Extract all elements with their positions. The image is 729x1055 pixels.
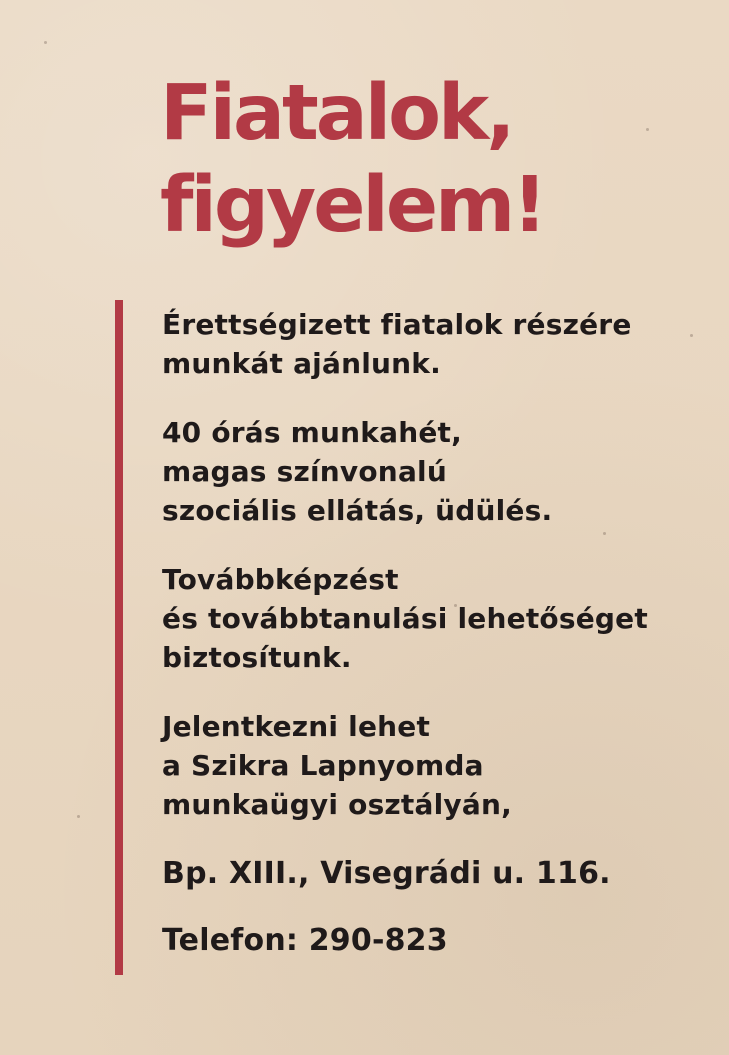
body-copy bbox=[162, 305, 702, 960]
paper-speck bbox=[646, 128, 649, 131]
text-line: Érettségizett fiatalok részére bbox=[162, 308, 632, 341]
text-line: munkaügyi osztályán, bbox=[162, 788, 512, 821]
paper-speck bbox=[690, 334, 693, 337]
text-line: Jelentkezni lehet bbox=[162, 710, 431, 743]
paragraph-apply bbox=[162, 707, 702, 824]
paragraph-offer bbox=[162, 305, 702, 383]
text-line: a Szikra Lapnyomda bbox=[162, 749, 484, 782]
paper-speck bbox=[77, 815, 80, 818]
paragraph-benefits bbox=[162, 413, 702, 530]
address: Bp. XIII., Visegrádi u. 116. bbox=[162, 856, 611, 891]
accent-rule bbox=[115, 300, 123, 975]
text-line: szociális ellátás, üdülés. bbox=[162, 494, 553, 527]
text-line: Továbbképzést bbox=[162, 563, 399, 596]
text-line: és továbbtanulási lehetőséget bbox=[162, 602, 648, 635]
headline-line-2: figyelem! bbox=[160, 161, 545, 250]
paragraph-training bbox=[162, 560, 702, 677]
phone-number: Telefon: 290-823 bbox=[162, 923, 448, 958]
text-line: magas színvonalú bbox=[162, 455, 447, 488]
paper-speck bbox=[44, 41, 47, 44]
text-line: munkát ajánlunk. bbox=[162, 347, 441, 380]
text-line: 40 órás munkahét, bbox=[162, 416, 462, 449]
headline bbox=[160, 68, 630, 252]
headline-line-1: Fiatalok, bbox=[160, 69, 513, 158]
paper-speck bbox=[603, 532, 606, 535]
text-line: biztosítunk. bbox=[162, 641, 352, 674]
paper-speck bbox=[454, 604, 457, 607]
